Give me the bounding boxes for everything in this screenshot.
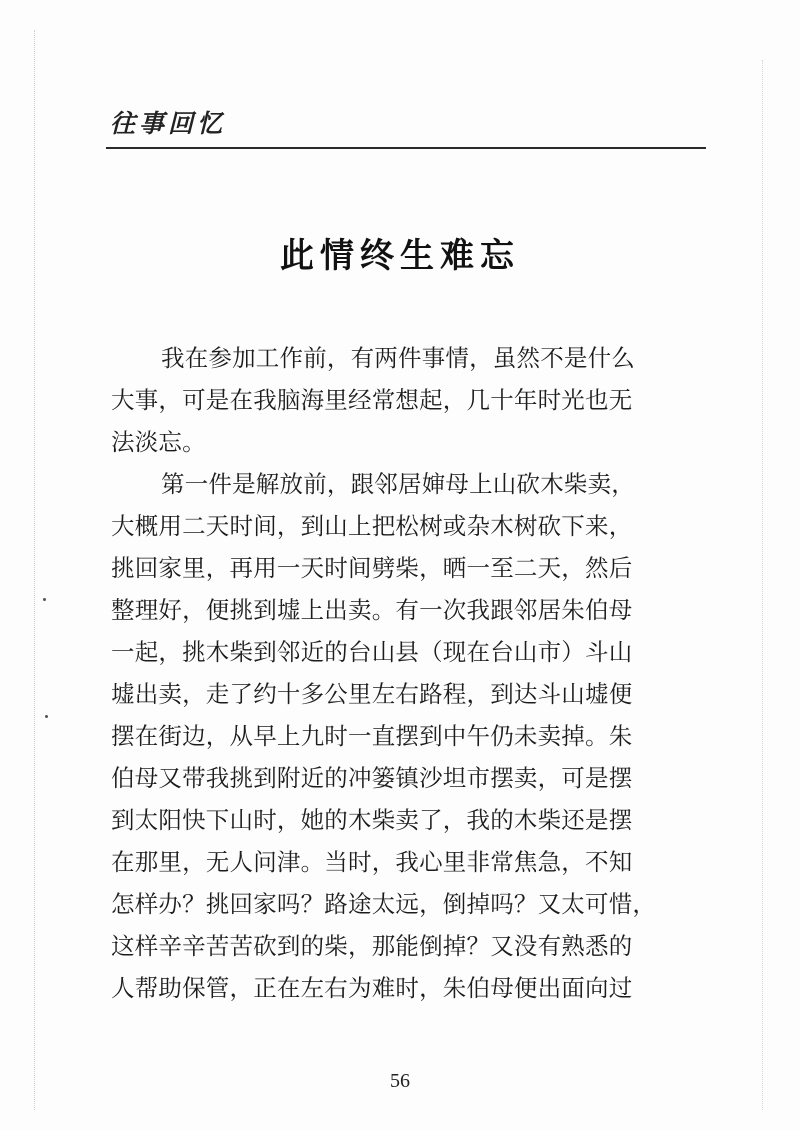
scan-edge-right [762, 60, 763, 1110]
text-line: 挑回家里，再用一天时间劈柴，晒一至二天，然后 [111, 554, 633, 582]
text-line: 怎样办？挑回家吗？路途太远，倒掉吗？又太可惜， [111, 890, 657, 918]
text-line: 法淡忘。 [111, 428, 206, 456]
text-line: 在那里，无人问津。当时，我心里非常焦急，不知 [111, 848, 633, 876]
text-line: 到太阳快下山时，她的木柴卖了，我的木柴还是摆 [111, 806, 633, 834]
text-line: 伯母又带我挑到附近的冲篓镇沙坦市摆卖，可是摆 [111, 764, 633, 792]
page-number: 56 [390, 1070, 410, 1092]
text-line: 摆在街边，从早上九时一直摆到中午仍未卖掉。朱 [111, 722, 633, 750]
text-line: 人帮助保管，正在左右为难时，朱伯母便出面向过 [111, 974, 633, 1002]
text-line: 这样辛辛苦苦砍到的柴，那能倒掉？又没有熟悉的 [111, 932, 633, 960]
article-body [111, 337, 707, 1009]
text-line: 一起，挑木柴到邻近的台山县（现在台山市）斗山 [111, 638, 633, 666]
text-line: 我在参加工作前，有两件事情，虽然不是什么 [161, 344, 635, 372]
scan-speck [43, 598, 46, 601]
text-line: 大事，可是在我脑海里经常想起，几十年时光也无 [111, 386, 633, 414]
running-header: 往事回忆 [110, 109, 227, 138]
text-line: 第一件是解放前，跟邻居婶母上山砍木柴卖， [161, 470, 635, 498]
scan-edge-left [34, 30, 35, 1110]
text-line: 整理好，便挑到墟上出卖。有一次我跟邻居朱伯母 [111, 596, 633, 624]
scan-speck [45, 715, 48, 718]
text-line: 墟出卖，走了约十多公里左右路程，到达斗山墟便 [111, 680, 633, 708]
header-rule [106, 147, 706, 149]
text-line: 大概用二天时间，到山上把松树或杂木树砍下来， [111, 512, 633, 540]
article-title: 此情终生难忘 [280, 236, 520, 276]
